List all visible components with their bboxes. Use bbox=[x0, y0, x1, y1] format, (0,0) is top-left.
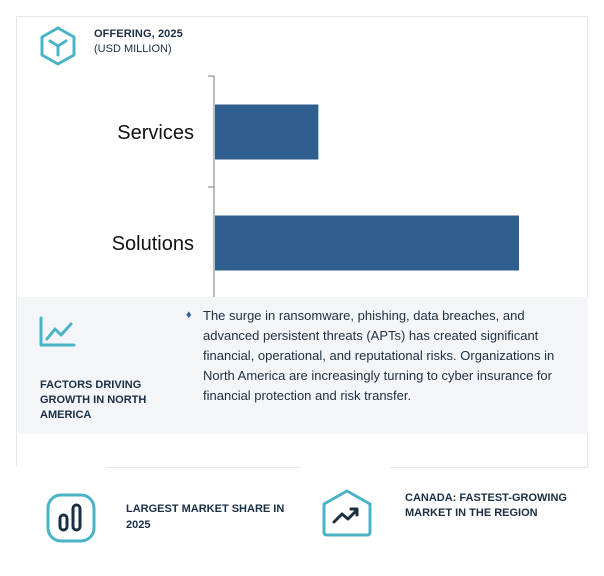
category-labels bbox=[112, 122, 194, 255]
drivers-text: The surge in ransomware, phishing, data breaches, and advanced persistent threats (APTs) has created significant financial, operational, and reputational risks. Organizations in North America are increasingly turning to cyber insurance for financial protection and risk transfer. bbox=[203, 308, 555, 403]
bullet-diamond: ♦ bbox=[186, 309, 192, 321]
bar-chart-icon bbox=[44, 493, 98, 543]
bars bbox=[215, 105, 519, 271]
fastest-growing-label: CANADA: FASTEST-GROWING MARKET IN THE REGION bbox=[405, 492, 567, 519]
y-axis bbox=[208, 76, 214, 298]
chart-subtitle: (USD MILLION) bbox=[94, 43, 172, 55]
divider-gap bbox=[300, 466, 390, 470]
divider-gap bbox=[16, 466, 106, 470]
line-chart-icon bbox=[38, 316, 76, 348]
bar-solutions bbox=[215, 216, 519, 271]
bar-services bbox=[215, 105, 318, 160]
category-label-solutions: Solutions bbox=[111, 233, 194, 255]
largest-share-label: LARGEST MARKET SHARE IN 2025 bbox=[126, 503, 285, 531]
drivers-label: FACTORS DRIVING GROWTH IN NORTH AMERICA bbox=[40, 379, 147, 421]
category-label-services: Services bbox=[117, 122, 194, 144]
trending-up-icon bbox=[320, 488, 374, 538]
chart-title: OFFERING, 2025 bbox=[94, 28, 183, 40]
